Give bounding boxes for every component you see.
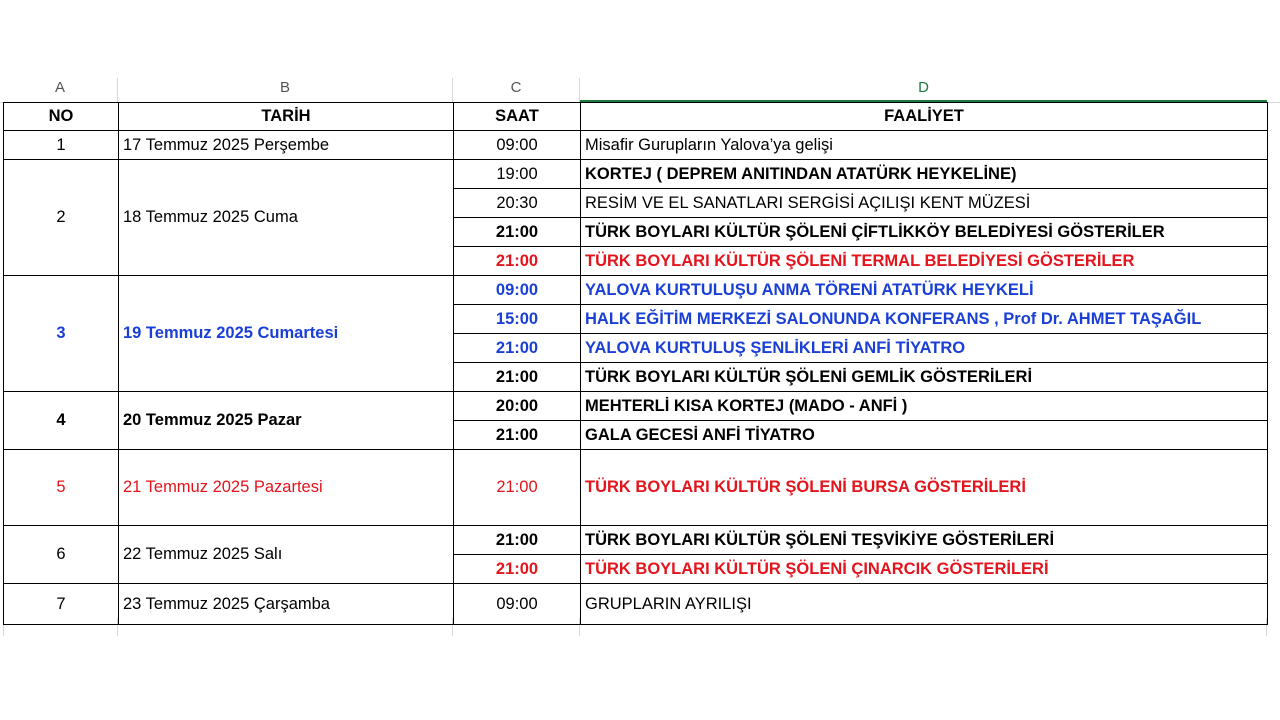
day-number-cell[interactable]: 3: [4, 276, 119, 392]
activity-cell[interactable]: YALOVA KURTULUŞU ANMA TÖRENİ ATATÜRK HEYKELİ: [581, 276, 1268, 305]
time-cell[interactable]: 21:00: [454, 421, 581, 450]
time-cell[interactable]: 21:00: [454, 555, 581, 584]
date-cell[interactable]: 20 Temmuz 2025 Pazar: [119, 392, 454, 450]
activity-cell[interactable]: Misafir Gurupların Yalova’ya gelişi: [581, 131, 1268, 160]
time-cell[interactable]: 21:00: [454, 218, 581, 247]
time-cell[interactable]: 21:00: [454, 526, 581, 555]
day-number-cell[interactable]: 1: [4, 131, 119, 160]
table-row: [4, 160, 1268, 189]
activity-cell[interactable]: MEHTERLİ KISA KORTEJ (MADO - ANFİ ): [581, 392, 1268, 421]
activity-cell[interactable]: GALA GECESİ ANFİ TİYATRO: [581, 421, 1268, 450]
day-number-cell[interactable]: 2: [4, 160, 119, 276]
column-header-b[interactable]: B: [279, 79, 290, 96]
table-row: [4, 584, 1268, 625]
activity-cell[interactable]: TÜRK BOYLARI KÜLTÜR ŞÖLENİ ÇİFTLİKKÖY BELEDİYESİ GÖSTERİLER: [581, 218, 1268, 247]
time-cell[interactable]: 15:00: [454, 305, 581, 334]
time-cell[interactable]: 19:00: [454, 160, 581, 189]
time-cell[interactable]: 20:00: [454, 392, 581, 421]
header-row: [4, 103, 1268, 131]
column-header-row: [0, 78, 1280, 103]
column-header-d[interactable]: D: [580, 78, 1267, 102]
time-cell[interactable]: 09:00: [454, 131, 581, 160]
header-no[interactable]: NO: [4, 103, 119, 131]
activity-cell[interactable]: TÜRK BOYLARI KÜLTÜR ŞÖLENİ GEMLİK GÖSTERİLERİ: [581, 363, 1268, 392]
time-cell[interactable]: 20:30: [454, 189, 581, 218]
activity-cell[interactable]: RESİM VE EL SANATLARI SERGİSİ AÇILIŞI KENT MÜZESİ: [581, 189, 1268, 218]
activity-cell[interactable]: GRUPLARIN AYRILIŞI: [581, 584, 1268, 625]
date-cell[interactable]: 19 Temmuz 2025 Cumartesi: [119, 276, 454, 392]
date-cell[interactable]: 22 Temmuz 2025 Salı: [119, 526, 454, 584]
table-row: [4, 276, 1268, 305]
day-number-cell[interactable]: 5: [4, 450, 119, 526]
table-row: [4, 131, 1268, 160]
table-row: [4, 450, 1268, 526]
date-cell[interactable]: 21 Temmuz 2025 Pazartesi: [119, 450, 454, 526]
date-cell[interactable]: 17 Temmuz 2025 Perşembe: [119, 131, 454, 160]
time-cell[interactable]: 09:00: [454, 276, 581, 305]
table-row: [4, 526, 1268, 555]
column-header-c[interactable]: C: [510, 79, 522, 96]
table-row: [4, 392, 1268, 421]
date-cell[interactable]: 18 Temmuz 2025 Cuma: [119, 160, 454, 276]
grid-line: [117, 78, 118, 102]
time-cell[interactable]: 21:00: [454, 450, 581, 526]
activity-cell[interactable]: KORTEJ ( DEPREM ANITINDAN ATATÜRK HEYKELİNE): [581, 160, 1268, 189]
day-number-cell[interactable]: 7: [4, 584, 119, 625]
header-tarih[interactable]: TARİH: [119, 103, 454, 131]
schedule-table: [3, 102, 1268, 625]
header-saat[interactable]: SAAT: [454, 103, 581, 131]
day-number-cell[interactable]: 6: [4, 526, 119, 584]
time-cell[interactable]: 21:00: [454, 363, 581, 392]
time-cell[interactable]: 21:00: [454, 334, 581, 363]
date-cell[interactable]: 23 Temmuz 2025 Çarşamba: [119, 584, 454, 625]
activity-cell[interactable]: TÜRK BOYLARI KÜLTÜR ŞÖLENİ TEŞVİKİYE GÖSTERİLERİ: [581, 526, 1268, 555]
activity-cell[interactable]: TÜRK BOYLARI KÜLTÜR ŞÖLENİ BURSA GÖSTERİLERİ: [581, 450, 1268, 526]
time-cell[interactable]: 09:00: [454, 584, 581, 625]
day-number-cell[interactable]: 4: [4, 392, 119, 450]
activity-cell[interactable]: YALOVA KURTULUŞ ŞENLİKLERİ ANFİ TİYATRO: [581, 334, 1268, 363]
header-faaliyet[interactable]: FAALİYET: [581, 103, 1268, 131]
activity-cell[interactable]: HALK EĞİTİM MERKEZİ SALONUNDA KONFERANS , Prof Dr. AHMET TAŞAĞIL: [581, 305, 1268, 334]
grid-line: [452, 78, 453, 102]
activity-cell[interactable]: TÜRK BOYLARI KÜLTÜR ŞÖLENİ TERMAL BELEDİYESİ GÖSTERİLER: [581, 247, 1268, 276]
column-header-a[interactable]: A: [54, 79, 65, 96]
activity-cell[interactable]: TÜRK BOYLARI KÜLTÜR ŞÖLENİ ÇINARCIK GÖSTERİLERİ: [581, 555, 1268, 584]
time-cell[interactable]: 21:00: [454, 247, 581, 276]
grid-line: [579, 78, 580, 102]
